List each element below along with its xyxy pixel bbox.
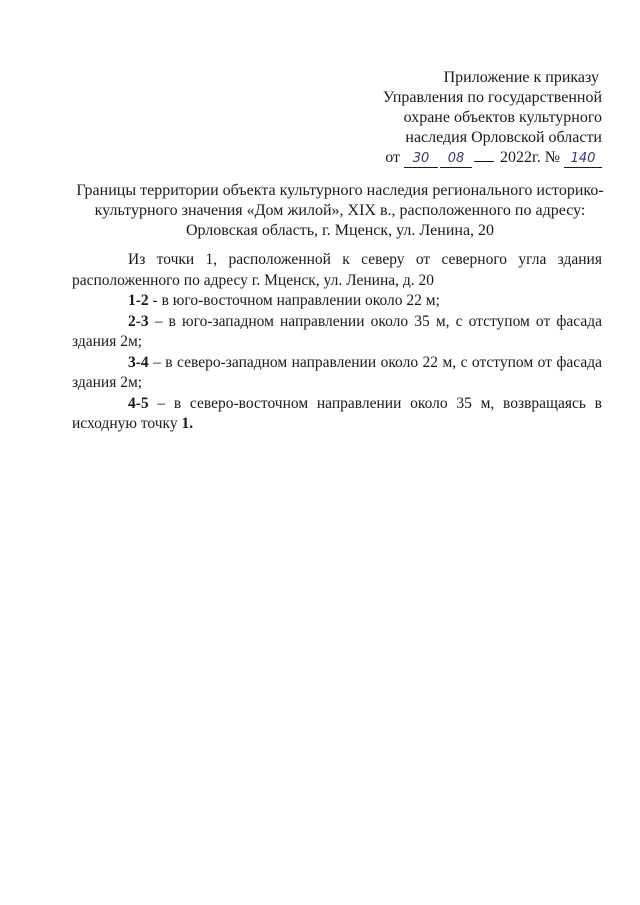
- header-line-3: охране объектов культурного: [403, 109, 602, 126]
- title-line-1: Границы территории объекта культурного наследия регионального историко-: [76, 182, 604, 199]
- segment-label: 4-5: [128, 394, 149, 412]
- header-line-4: наследия Орловской области: [405, 129, 602, 146]
- return-point-label: 1.: [181, 415, 194, 432]
- segment-label: 3-4: [128, 353, 149, 371]
- boundary-description: [72, 250, 602, 435]
- header-line-2: Управления по государственной: [382, 89, 602, 106]
- segment-text: – в юго-западном направлении около 35 м, с отступом от фасада: [148, 312, 602, 330]
- date-year-text: 2022г. №: [499, 149, 560, 166]
- segment-text: – в северо-восточном направлении около 35 м, возвращаясь в: [148, 394, 602, 412]
- segment-text: – в северо-западном направлении около 22 м, с отступом от фасада: [148, 353, 602, 371]
- segment-1-2: [72, 291, 602, 312]
- date-prefix: от: [385, 149, 400, 166]
- segment-4-5: [72, 394, 602, 415]
- order-date-line: [342, 148, 602, 168]
- title-line-2: культурного значения «Дом жилой», XIX в., расположенного по адресу:: [94, 202, 586, 219]
- segment-2-3: [72, 312, 602, 333]
- appendix-header: [342, 68, 602, 168]
- segment-text: исходную точку: [72, 415, 182, 432]
- intro-line-1: Из точки 1, расположенной к северу от северного угла здания: [128, 251, 602, 268]
- segment-label: 2-3: [128, 312, 149, 330]
- segment-3-4: [72, 353, 602, 374]
- segment-label: 1-2: [128, 292, 149, 309]
- document-title: [70, 181, 610, 241]
- segment-2-3-continuation: здания 2м;: [72, 333, 143, 350]
- handwritten-month: 08: [440, 151, 472, 168]
- date-underline-blank: [474, 161, 494, 162]
- handwritten-order-number: 140: [564, 151, 602, 168]
- intro-line-2: расположенного по адресу г. Мценск, ул. Ленина, д. 20: [72, 271, 435, 289]
- handwritten-day: 30: [404, 151, 438, 168]
- title-line-3: Орловская область, г. Мценск, ул. Ленина, 20: [185, 222, 495, 239]
- header-line-1: Приложение к приказу: [443, 69, 599, 86]
- segment-3-4-continuation: здания 2м;: [72, 374, 143, 391]
- segment-4-5-continuation: [72, 414, 602, 435]
- segment-text: - в юго-восточном направлении около 22 м;: [148, 292, 440, 309]
